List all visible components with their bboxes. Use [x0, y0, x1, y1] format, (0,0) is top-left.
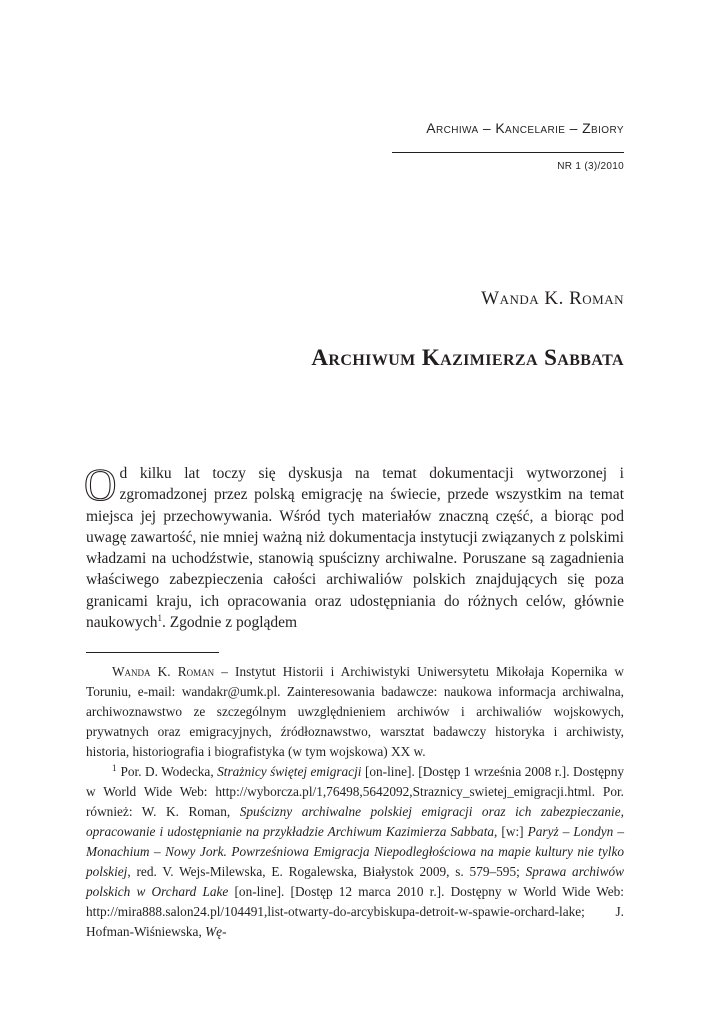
footnote-author-note: – Instytut Historii i Archiwistyki Uniwersytetu Mikołaja Kopernika w Toruniu, e-mail: wandakr@umk.pl. Zainteresowania badawcze: naukowa informacja archiwalna, archiwoznawstwo ze szczególnym uwzględnieniem archiwów i archiwaliów wojskowych, prywatnych oraz emigracyjnych, źródłoznawstwo, warsztat badawczy historyka i archiwisty, historia, historiografia i biografistyka (w tym wojskowa) XX w. — [86, 664, 625, 759]
footnote-author-name: Wanda K. Roman — [112, 664, 215, 679]
fn1-text: Por. D. Wodecka, — [120, 764, 218, 779]
paragraph-tail: . Zgodnie z poglądem — [161, 614, 298, 632]
fn1-italic: Spuścizny archiwalne polskiej emigracji oraz ich zabezpieczanie, opracowanie i udostępnianie na przykładzie Archiwum Kazimierza Sabbata — [86, 804, 624, 839]
fn1-text: [on-line]. [Dostęp 1 września 2008 r.]. Dostępny w World Wide Web: http://wyborcza.pl/1,76498,5642092,Straznicy_swietej_emigracji.html. Por. również: W. K. Roman, — [86, 764, 624, 819]
drop-cap: O — [84, 460, 117, 510]
issue-number: NR 1 (3)/2010 — [557, 161, 624, 172]
footnote-number: 1 — [112, 762, 117, 773]
fn1-text: [on-line]. [Dostęp 12 marca 2010 r.]. Dostępny w World Wide Web: http://mira888.salon24.pl/104491,list-otwarty-do-arcybiskupa-detroit-w-spawie-orchard-lake; J. Hofman-Wiśniewska, — [86, 884, 624, 939]
fn1-italic: Strażnicy świętej emigracji — [217, 764, 362, 779]
footnote-ref: 1 — [157, 612, 162, 623]
footnotes — [86, 662, 624, 942]
header-rule — [392, 152, 624, 153]
fn1-text: , red. V. Wejs-Milewska, E. Rogalewska, Białystok 2009, s. 579–595; — [127, 864, 526, 879]
running-header — [392, 118, 624, 172]
article-title: Archiwum Kazimierza Sabbata — [311, 345, 624, 370]
article-author: Wanda K. Roman — [481, 288, 624, 309]
journal-title: Archiwa – Kancelarie – Zbiory — [426, 120, 624, 136]
fn1-italic: Paryż – Londyn – Monachium – Nowy Jork. Powrześniowa Emigracja Niepodległościowa na mapie kultury nie tylko polskiej — [86, 824, 625, 879]
body-paragraph — [84, 460, 624, 633]
fn1-text: , [w:] — [494, 824, 528, 839]
footnote-rule — [86, 652, 219, 653]
author-footnote — [86, 662, 624, 762]
footnote-1 — [86, 762, 624, 942]
fn1-italic: Wę- — [205, 924, 227, 939]
fn1-italic: Sprawa archiwów polskich w Orchard Lake — [86, 864, 625, 899]
paragraph-text: d kilku lat toczy się dyskusja na temat dokumentacji wytworzonej i zgromadzonej przez polską emigrację na świecie, przede wszystkim na temat miejsca jej przechowywania. Wśród tych materiałów znaczną część, a biorąc pod uwagę zawartość, nie mniej ważną niż dokumentacja instytucji związanych z polskimi władzami na uchodźstwie, stanowią spuścizny archiwalne. Poruszane są zagadnienia właściwego zabezpieczenia całości archiwaliów polskich znajdujących się poza granicami kraju, ich opracowania oraz udostępniania do różnych celów, głównie naukowych — [86, 465, 624, 632]
